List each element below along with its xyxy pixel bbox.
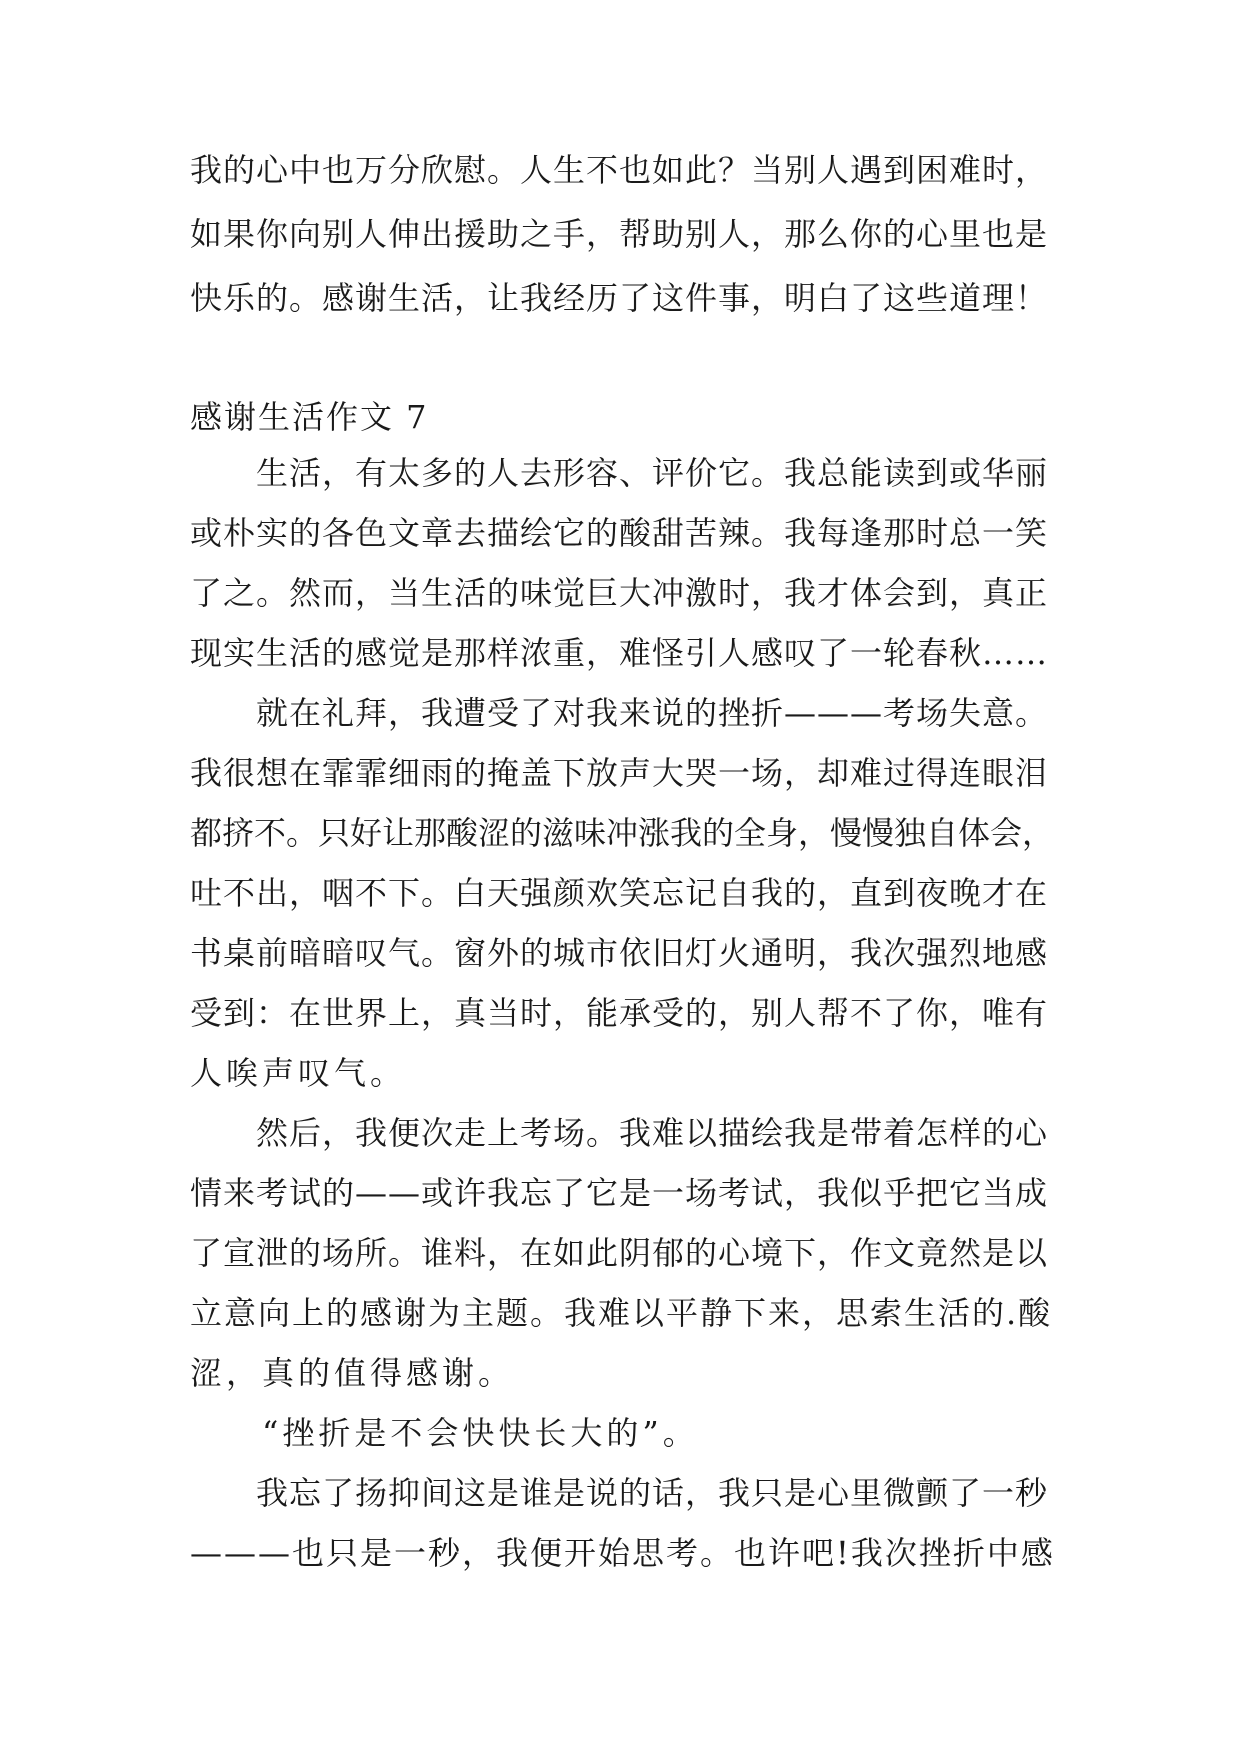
text-line: 如果你向别人伸出援助之手，帮助别人，那么你的心里也是 — [190, 215, 1049, 253]
text-line: 都挤不。只好让那酸涩的滋味冲涨我的全身，慢慢独自体会， — [190, 814, 1055, 852]
text-line: “挫折是不会快快长大的”。 — [190, 1414, 699, 1452]
text-line: ———也只是一秒，我便开始思考。也许吧!我次挫折中感 — [190, 1534, 1055, 1572]
text-line: 我忘了扬抑间这是谁是说的话，我只是心里微颤了一秒 — [190, 1474, 1049, 1512]
text-line: 了宣泄的场所。谁料，在如此阴郁的心境下，作文竟然是以 — [190, 1234, 1049, 1272]
text-line: 现实生活的感觉是那样浓重，难怪引人感叹了一轮春秋…… — [190, 634, 1049, 672]
text-line: 涩，真的值得感谢。 — [190, 1354, 515, 1392]
text-line: 吐不出，咽不下。白天强颜欢笑忘记自我的，直到夜晚才在 — [190, 874, 1049, 912]
text-line: 生活，有太多的人去形容、评价它。我总能读到或华丽 — [190, 454, 1049, 492]
text-line: 了之。然而，当生活的味觉巨大冲激时，我才体会到，真正 — [190, 574, 1049, 612]
text-line: 或朴实的各色文章去描绘它的酸甜苦辣。我每逢那时总一笑 — [190, 514, 1049, 552]
text-line: 受到：在世界上，真当时，能承受的，别人帮不了你，唯有 — [190, 994, 1049, 1032]
text-line: 我很想在霏霏细雨的掩盖下放声大哭一场，却难过得连眼泪 — [190, 754, 1049, 792]
text-line: 然后，我便次走上考场。我难以描绘我是带着怎样的心 — [190, 1114, 1049, 1152]
section-title: 感谢生活作文 7 — [190, 398, 429, 436]
text-line: 人唉声叹气。 — [190, 1054, 407, 1092]
text-line: 立意向上的感谢为主题。我难以平静下来，思索生活的.酸 — [190, 1294, 1053, 1332]
text-line: 情来考试的——或许我忘了它是一场考试，我似乎把它当成 — [190, 1174, 1049, 1212]
text-line: 书桌前暗暗叹气。窗外的城市依旧灯火通明，我次强烈地感 — [190, 934, 1049, 972]
text-line: 就在礼拜，我遭受了对我来说的挫折———考场失意。 — [190, 694, 1049, 732]
text-line: 我的心中也万分欣慰。人生不也如此？当别人遇到困难时， — [190, 151, 1049, 189]
text-line: 快乐的。感谢生活，让我经历了这件事，明白了这些道理！ — [190, 279, 1049, 317]
